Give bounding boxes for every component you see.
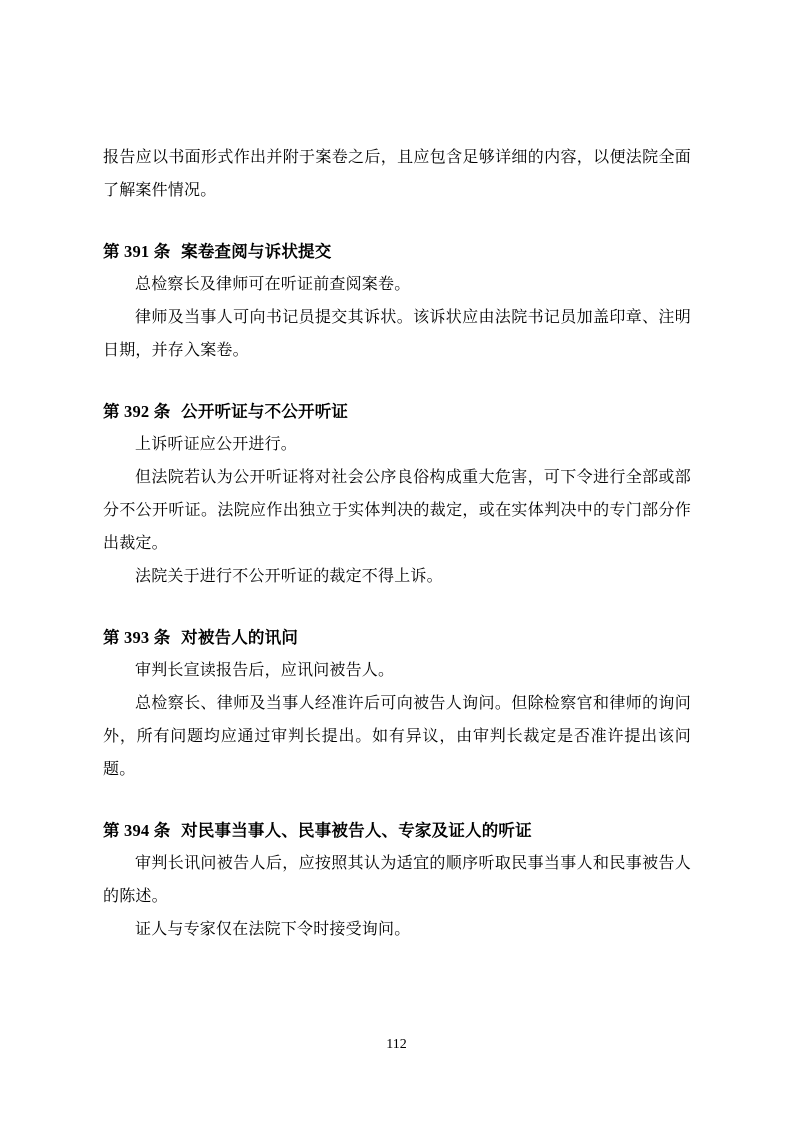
article-heading-394 — [103, 814, 691, 847]
article-title: 对民事当事人、民事被告人、专家及证人的听证 — [181, 821, 532, 840]
paragraph: 但法院若认为公开听证将对社会公序良俗构成重大危害，可下令进行全部或部分不公开听证。法院应作出独立于实体判决的裁定，或在实体判决中的专门部分作出裁定。 — [103, 469, 691, 552]
article-title: 公开听证与不公开听证 — [181, 402, 349, 421]
paragraph: 审判长宣读报告后，应讯问被告人。 — [135, 662, 395, 679]
paragraph: 律师及当事人可向书记员提交其诉状。该诉状应由法院书记员加盖印章、注明日期，并存入案卷。 — [103, 309, 691, 359]
article-number: 第 394 条 — [103, 821, 171, 840]
paragraph: 审判长讯问被告人后，应按照其认为适宜的顺序听取民事当事人和民事被告人的陈述。 — [103, 855, 691, 905]
page-number: 112 — [386, 1037, 407, 1052]
article-number: 第 393 条 — [103, 628, 171, 647]
article-number: 第 392 条 — [103, 402, 171, 421]
article-heading-393 — [103, 621, 691, 654]
intro-paragraph: 报告应以书面形式作出并附于案卷之后，且应包含足够详细的内容，以便法院全面了解案件情况。 — [103, 149, 691, 199]
article-title: 案卷查阅与诉状提交 — [181, 242, 332, 261]
article-number: 第 391 条 — [103, 242, 171, 261]
document-content — [103, 141, 691, 946]
article-heading-391 — [103, 235, 691, 268]
article-heading-392 — [103, 395, 691, 428]
paragraph: 总检察长、律师及当事人经准许后可向被告人询问。但除检察官和律师的询问外，所有问题均应通过审判长提出。如有异议，由审判长裁定是否准许提出该问题。 — [103, 695, 691, 778]
paragraph: 法院关于进行不公开听证的裁定不得上诉。 — [135, 568, 443, 585]
paragraph: 上诉听证应公开进行。 — [135, 436, 298, 453]
paragraph: 总检察长及律师可在听证前查阅案卷。 — [135, 276, 411, 293]
article-title: 对被告人的讯问 — [181, 628, 299, 647]
paragraph: 证人与专家仅在法院下令时接受询问。 — [135, 921, 411, 938]
